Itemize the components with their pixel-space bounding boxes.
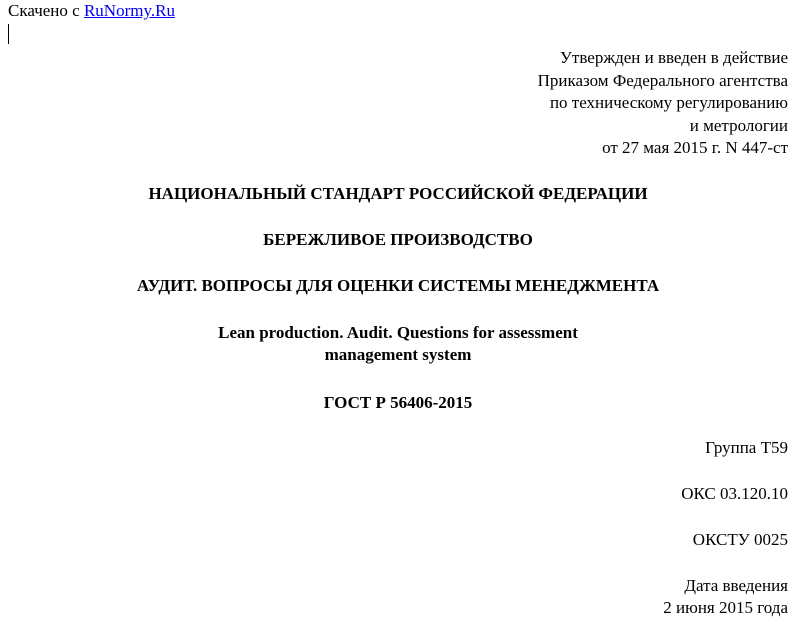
- approval-line: Утвержден и введен в действие: [559, 48, 788, 67]
- download-source-prefix: Скачено с: [8, 1, 84, 20]
- subject-heading: БЕРЕЖЛИВОЕ ПРОИЗВОДСТВО: [263, 230, 533, 249]
- title-english: [0, 322, 790, 366]
- effective-date-block: [663, 575, 788, 619]
- approval-line: от 27 мая 2015 г. N 447-ст: [602, 138, 788, 157]
- approval-block: [538, 47, 788, 160]
- standard-code: ГОСТ Р 56406-2015: [323, 393, 473, 412]
- title-english-line: Lean production. Audit. Questions for assessment: [218, 323, 578, 342]
- title-russian: АУДИТ. ВОПРОСЫ ДЛЯ ОЦЕНКИ СИСТЕМЫ МЕНЕДЖМЕНТА: [136, 276, 660, 295]
- group-code: Группа Т59: [705, 438, 788, 457]
- effective-date-value: 2 июня 2015 года: [663, 598, 788, 617]
- okstu-code: ОКСТУ 0025: [692, 530, 788, 549]
- oks-code: ОКС 03.120.10: [681, 484, 788, 503]
- approval-line: Приказом Федерального агентства: [537, 70, 788, 90]
- approval-line: по техническому регулированию: [549, 93, 788, 112]
- text-cursor: [8, 24, 9, 44]
- effective-date-label: Дата введения: [684, 576, 788, 595]
- approval-line: и метрологии: [689, 115, 788, 135]
- title-english-line: management system: [324, 345, 472, 364]
- download-source: [8, 1, 175, 21]
- runormy-link[interactable]: RuNormy.Ru: [83, 1, 175, 20]
- standard-type-heading: НАЦИОНАЛЬНЫЙ СТАНДАРТ РОССИЙСКОЙ ФЕДЕРАЦИИ: [148, 184, 648, 203]
